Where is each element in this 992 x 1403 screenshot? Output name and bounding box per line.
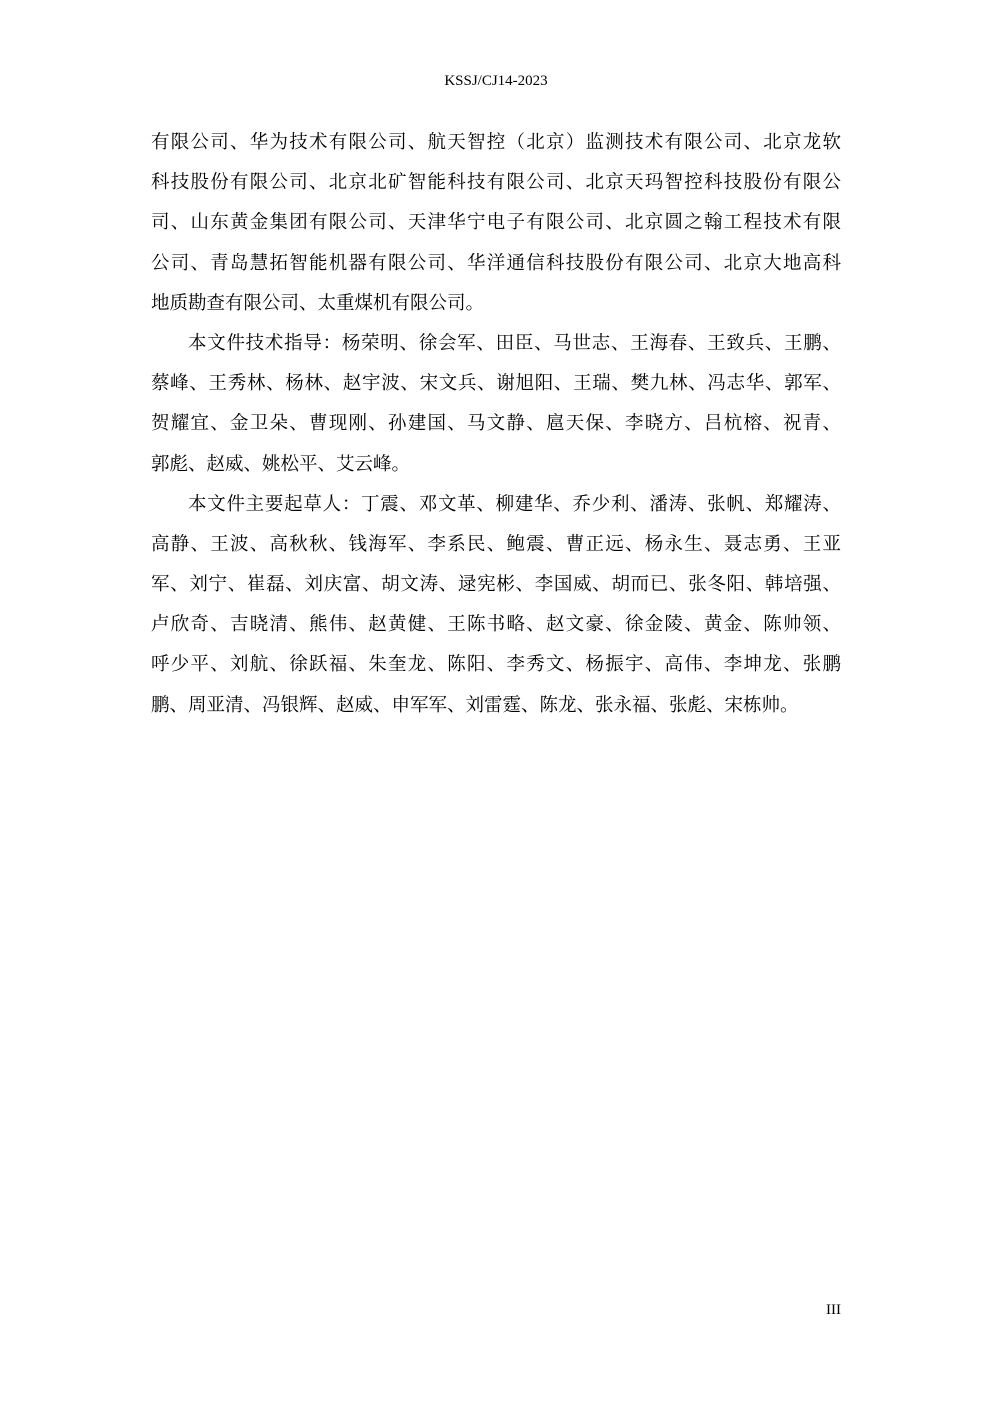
document-id-header: KSSJ/CJ14-2023 <box>444 73 548 89</box>
paragraph-line: 科技股份有限公司、北京北矿智能科技有限公司、北京天玛智控科技股份有限公 <box>151 172 841 194</box>
paragraph-line: 本文件主要起草人：丁震、邓文革、柳建华、乔少利、潘涛、张帆、郑耀涛、 <box>188 493 841 515</box>
paragraph-line: 本文件技术指导：杨荣明、徐会军、田臣、马世志、王海春、王致兵、王鹏、 <box>188 332 841 354</box>
main-drafters-paragraph <box>151 485 841 726</box>
paragraph-line: 司、山东黄金集团有限公司、天津华宁电子有限公司、北京圆之翰工程技术有限 <box>151 212 841 234</box>
document-body <box>151 123 841 726</box>
paragraph-line: 高静、王波、高秋秋、钱海军、李系民、鲍震、曹正远、杨永生、聂志勇、王亚 <box>151 533 841 555</box>
page-number: III <box>826 1302 841 1318</box>
paragraph-line: 呼少平、刘航、徐跃福、朱奎龙、陈阳、李秀文、杨振宇、高伟、李坤龙、张鹏 <box>151 654 841 676</box>
paragraph-line: 郭彪、赵威、姚松平、艾云峰。 <box>151 453 411 475</box>
paragraph-line: 公司、青岛慧拓智能机器有限公司、华洋通信科技股份有限公司、北京大地高科 <box>151 252 841 274</box>
technical-guidance-paragraph <box>151 324 841 485</box>
paragraph-line: 鹏、周亚清、冯银辉、赵威、申军军、刘雷霆、陈龙、张永福、张彪、宋栋帅。 <box>151 694 799 716</box>
participating-units-paragraph <box>151 123 841 324</box>
paragraph-line: 地质勘查有限公司、太重煤机有限公司。 <box>151 292 485 314</box>
paragraph-line: 军、刘宁、崔磊、刘庆富、胡文涛、逯宪彬、李国威、胡而已、张冬阳、韩培强、 <box>151 574 841 596</box>
paragraph-line: 有限公司、华为技术有限公司、航天智控（北京）监测技术有限公司、北京龙软 <box>151 132 841 153</box>
paragraph-line: 蔡峰、王秀林、杨林、赵宇波、宋文兵、谢旭阳、王瑞、樊九林、冯志华、郭军、 <box>151 373 841 395</box>
paragraph-line: 贺耀宜、金卫朵、曹现刚、孙建国、马文静、扈天保、李晓方、吕杭榕、祝青、 <box>151 413 841 435</box>
paragraph-line: 卢欣奇、吉晓清、熊伟、赵黄健、王陈书略、赵文豪、徐金陵、黄金、陈帅领、 <box>151 614 841 636</box>
